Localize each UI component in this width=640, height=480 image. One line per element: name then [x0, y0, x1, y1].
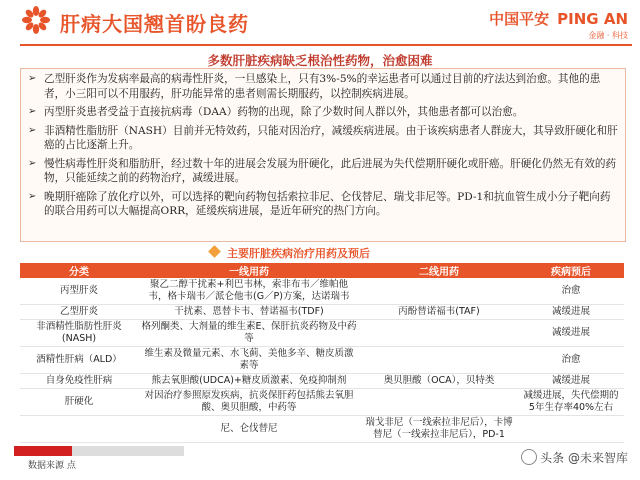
table-cell: 丙酚替诺福韦(TAF) [360, 305, 518, 320]
section-title [210, 245, 370, 261]
source-bar [14, 446, 184, 456]
bullet-text: 晚期肝癌除了放化疗以外，可以选择的靶向药物包括索拉非尼、仑伐替尼、瑞戈非尼等。PD-1和抗血管生成小分子靶向药的联合用药可以大幅提高ORR，延缓疾病进展，是近年研究的热门方向。 [44, 190, 611, 217]
table-cell: 减缓进展 [518, 305, 624, 320]
table-cell: 酒精性肝病（ALD） [20, 347, 138, 374]
table-cell: 干扰素、恩替卡韦、替诺福韦(TDF) [138, 305, 360, 320]
bullet-item [27, 190, 619, 219]
table-cell: 自身免疫性肝病 [20, 374, 138, 389]
brand-logo [489, 8, 628, 41]
watermark [518, 449, 628, 466]
table-cell: 尼、仑伐替尼 [138, 416, 360, 443]
arrow-bullet-icon: ➢ [28, 106, 37, 117]
table-cell: 奥贝胆酸（OCA），贝特类 [360, 374, 518, 389]
brand-sub: 金融 · 科技 [588, 31, 628, 40]
table-cell: 非酒精性脂肪性肝炎(NASH) [20, 320, 138, 347]
page-title: 肝病大国翘首盼良药 [60, 12, 249, 36]
treatment-table [20, 263, 624, 443]
col-header-category: 分类 [20, 263, 138, 278]
table-cell [518, 416, 624, 443]
table-cell: 维生素及微量元素、水飞蓟、美他多辛、糖皮质激素等 [138, 347, 360, 374]
col-header-second-line: 二线用药 [360, 263, 518, 278]
table-cell: 瑞戈非尼（一线索拉非尼后），卡博替尼（一线索拉非尼后），PD-1 [360, 416, 518, 443]
bullet-text: 非酒精性脂肪肝（NASH）目前并无特效药，只能对因治疗，减缓疾病进展。由于该疾病患者人群庞大，其导致肝硬化和肝癌的占比逐渐上升。 [44, 124, 618, 151]
table-row [20, 374, 624, 389]
arrow-bullet-icon: ➢ [28, 73, 37, 84]
table-cell [360, 320, 518, 347]
table-row [20, 347, 624, 374]
table-header-row [20, 263, 624, 278]
table-cell: 治愈 [518, 347, 624, 374]
bullet-list [21, 69, 625, 219]
table-cell [360, 347, 518, 374]
source-bar-red [14, 446, 72, 456]
bullet-text: 丙型肝炎患者受益于直接抗病毒（DAA）药物的出现，除了少数时间人群以外，其他患者都可以治愈。 [44, 106, 524, 118]
bullet-item [27, 124, 619, 153]
table-cell: 丙型肝炎 [20, 278, 138, 305]
bullet-item [27, 72, 619, 101]
table-cell: 熊去氧胆酸(UDCA)+糖皮质激素、免疫抑制剂 [138, 374, 360, 389]
header-divider [20, 44, 632, 46]
section-title-text: 主要肝脏疾病治疗用药及预后 [227, 247, 370, 260]
table-row [20, 416, 624, 443]
table-cell: 格列酮类、大剂量的维生素E、保肝抗炎药物及中药等 [138, 320, 360, 347]
arrow-bullet-icon: ➢ [28, 157, 37, 169]
bullet-text: 慢性病毒性肝炎和脂肪肝，经过数十年的进展会发展为肝硬化，此后进展为失代偿期肝硬化或肝癌。肝硬化仍然无有效的药物，只能延续之前的药物治疗，减缓进展。 [44, 157, 617, 184]
table-cell: 治愈 [518, 278, 624, 305]
summary-box [20, 68, 626, 242]
table-cell [20, 416, 138, 443]
table-cell: 聚乙二醇干扰素+利巴韦林，索非布韦／维帕他韦，格卡瑞韦／派仑他韦(G／P)方案，达诺瑞韦 [138, 278, 360, 305]
source-note-text: 点 [66, 461, 76, 471]
subtitle: 多数肝脏疾病缺乏根治性药物，治愈困难 [207, 53, 433, 68]
bullet-text: 乙型肝炎作为发病率最高的病毒性肝炎，一旦感染上，只有3%-5%的幸运患者可以通过目前的疗法达到治愈。其他的患者，小三阳可以不用服药，肝功能异常的患者则需长期服药，以控制疾病进展。 [44, 73, 601, 100]
table-cell [360, 389, 518, 416]
paw-icon [521, 449, 537, 465]
table-cell: 肝硬化 [20, 389, 138, 416]
table-row [20, 389, 624, 416]
table-cell: 减缓进展 [518, 320, 624, 347]
arrow-bullet-icon: ➢ [28, 190, 37, 202]
table-cell: 减缓进展，失代偿期的5年生存率40%左右 [518, 389, 624, 416]
table-row [20, 320, 624, 347]
table-row [20, 305, 624, 320]
table-cell [360, 278, 518, 305]
brand-cn: 中国平安 [489, 10, 550, 28]
table-cell: 对因治疗参照原发疾病，抗炎保肝药包括熊去氧胆酸、奥贝胆酸，中药等 [138, 389, 360, 416]
col-header-prognosis: 疾病预后 [518, 263, 624, 278]
header [0, 0, 640, 44]
table-row [20, 278, 624, 305]
table-cell: 减缓进展 [518, 374, 624, 389]
col-header-first-line: 一线用药 [138, 263, 360, 278]
diamond-icon [208, 245, 221, 258]
source-label: 数据来源 [28, 461, 65, 471]
watermark-text: 头条 @未来智库 [540, 451, 628, 465]
brand-en: PING AN [557, 10, 628, 28]
table-cell: 乙型肝炎 [20, 305, 138, 320]
flower-icon [22, 6, 50, 34]
bullet-item [27, 105, 619, 120]
source-note [28, 458, 76, 471]
arrow-bullet-icon: ➢ [28, 124, 37, 136]
bullet-item [27, 157, 619, 186]
